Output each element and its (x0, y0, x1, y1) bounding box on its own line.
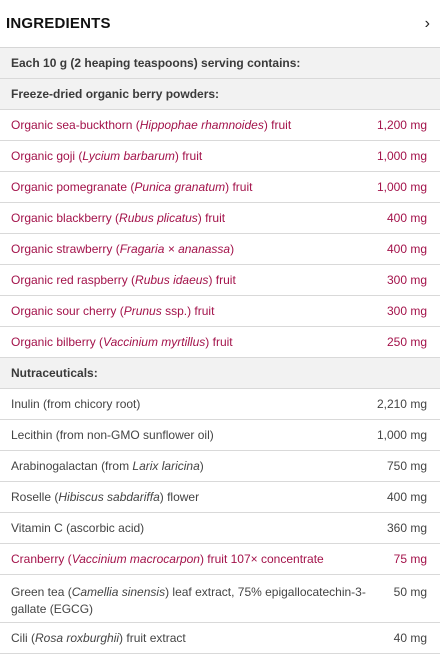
ingredient-row (0, 513, 440, 544)
ingredient-row (0, 420, 440, 451)
ingredient-amount: 400 mg (386, 490, 427, 504)
serving-note-row (0, 48, 440, 79)
ingredient-row (0, 234, 440, 265)
ingredient-row (0, 141, 440, 172)
ingredient-amount: 40 mg (393, 631, 427, 645)
ingredient-amount: 250 mg (386, 335, 427, 349)
page-title: INGREDIENTS (6, 15, 111, 32)
ingredient-name: Organic goji (Lycium barbarum) fruit (11, 149, 203, 163)
ingredient-row (0, 327, 440, 358)
ingredient-name: Organic sea-buckthorn (Hippophae rhamnoides) fruit (11, 118, 292, 132)
ingredient-amount: 300 mg (386, 273, 427, 287)
ingredient-name: Lecithin (from non-GMO sunflower oil) (11, 428, 214, 442)
section-nutraceuticals (0, 358, 440, 389)
ingredient-row (0, 110, 440, 141)
ingredient-name: Vitamin C (ascorbic acid) (11, 521, 145, 535)
ingredient-amount: 1,000 mg (376, 428, 427, 442)
ingredient-row (0, 203, 440, 234)
ingredient-name: Green tea (Camellia sinensis) leaf extract, 75% epigallocatechin-3-gallate (EGCG) (11, 585, 366, 616)
ingredient-row (0, 482, 440, 513)
ingredient-row (0, 296, 440, 327)
ingredient-amount: 1,200 mg (376, 118, 427, 132)
section-berry-powders (0, 79, 440, 110)
ingredient-row (0, 172, 440, 203)
ingredient-name: Inulin (from chicory root) (11, 397, 141, 411)
ingredient-amount: 1,000 mg (376, 180, 427, 194)
ingredient-name: Organic red raspberry (Rubus idaeus) fruit (11, 273, 236, 287)
serving-note: Each 10 g (2 heaping teaspoons) serving contains: (11, 56, 301, 70)
ingredient-row (0, 451, 440, 482)
ingredient-name: Arabinogalactan (from Larix laricina) (11, 459, 204, 473)
ingredient-name: Organic sour cherry (Prunus ssp.) fruit (11, 304, 215, 318)
ingredient-amount: 50 mg (393, 585, 427, 599)
ingredient-name: Organic pomegranate (Punica granatum) fruit (11, 180, 253, 194)
ingredient-row (0, 575, 440, 623)
ingredient-amount: 1,000 mg (376, 149, 427, 163)
ingredient-row (0, 544, 440, 575)
ingredient-row (0, 389, 440, 420)
chevron-right-icon[interactable]: › (424, 14, 430, 32)
ingredient-amount: 400 mg (386, 211, 427, 225)
section-title: Nutraceuticals: (11, 366, 98, 380)
section-title: Freeze-dried organic berry powders: (11, 87, 220, 101)
ingredient-name: Cili (Rosa roxburghii) fruit extract (11, 631, 186, 645)
ingredient-name: Organic blackberry (Rubus plicatus) fruit (11, 211, 226, 225)
ingredients-header[interactable] (0, 0, 440, 48)
ingredient-name: Cranberry (Vaccinium macrocarpon) fruit 107× concentrate (11, 552, 324, 566)
ingredient-amount: 360 mg (386, 521, 427, 535)
ingredient-amount: 300 mg (386, 304, 427, 318)
ingredient-amount: 750 mg (386, 459, 427, 473)
ingredient-row (0, 623, 440, 654)
ingredient-amount: 2,210 mg (376, 397, 427, 411)
ingredient-name: Organic bilberry (Vaccinium myrtillus) fruit (11, 335, 233, 349)
ingredient-amount: 400 mg (386, 242, 427, 256)
ingredient-name: Roselle (Hibiscus sabdariffa) flower (11, 490, 200, 504)
ingredient-amount: 75 mg (393, 552, 427, 566)
ingredient-name: Organic strawberry (Fragaria × ananassa) (11, 242, 235, 256)
ingredient-row (0, 265, 440, 296)
